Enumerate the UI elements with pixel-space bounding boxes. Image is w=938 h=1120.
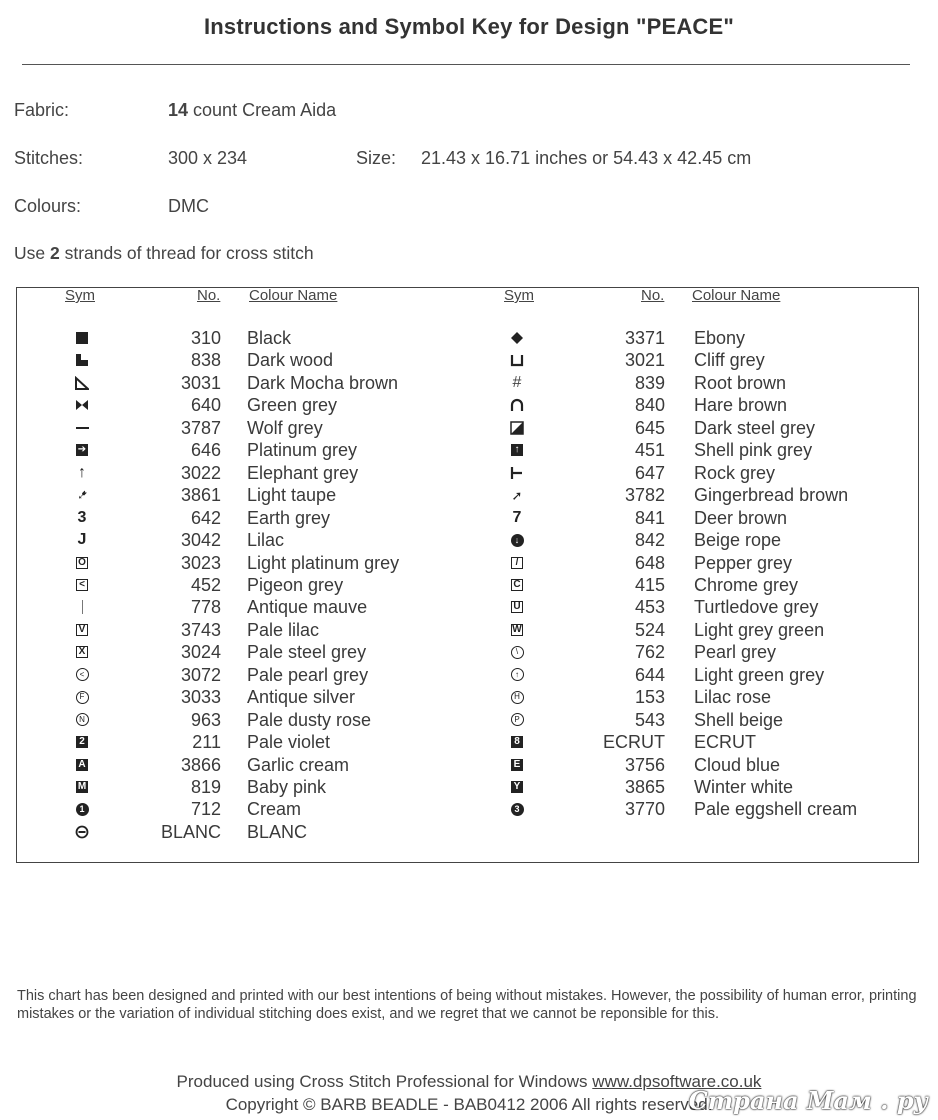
colour-name: Winter white [694,777,794,797]
key-row-right [0,619,938,641]
colour-name: Antique mauve [247,597,368,618]
dmc-number: BLANC [160,821,221,842]
header-name-right: Colour Name [692,287,781,304]
strands-count: 2 [49,243,60,263]
circled-p-icon: P [505,709,529,731]
page-title: Instructions and Symbol Key for Design "PEACE" [203,14,735,39]
half-square-icon [505,417,529,439]
colour-name: BLANC [247,821,308,842]
t-rotated-icon [505,462,529,484]
colours-label: Colours: [14,196,82,216]
dmc-number: 3861 [180,485,221,506]
dmc-number: 3024 [180,642,221,663]
colour-name: Ebony [694,328,746,348]
header-no-left: No. [197,287,221,304]
key-row-right [0,731,938,753]
colour-name: Light grey green [694,619,825,640]
dmc-number: 712 [190,799,221,820]
dmc-number: 3072 [180,664,221,685]
dmc-number: 640 [190,395,221,416]
key-row-right [0,327,938,349]
colour-name: Pepper grey [694,552,793,573]
circled-less-than-icon: < [70,664,94,686]
filled-e-icon: E [505,754,529,776]
circle-arrow-down-icon: ↓ [505,529,529,551]
colour-name: Platinum grey [247,440,358,461]
dmc-number: ECRUT [603,732,665,753]
key-row-right [0,507,938,529]
header-no-right: No. [641,287,665,304]
colour-name: Root brown [694,372,787,393]
digit-3-icon: 3 [77,508,87,526]
dmc-number: 3782 [624,485,665,506]
colour-name: Cliff grey [694,350,765,371]
key-row-right [0,574,938,596]
dmc-number: 415 [634,574,665,595]
colour-name: Pale steel grey [247,642,367,663]
colour-name: Shell pink grey [694,440,813,461]
circled-f-icon: F [70,686,94,708]
circle-minus-icon [70,821,94,843]
stitches-label: Stitches: [14,148,84,168]
software-link[interactable]: www.dpsoftware.co.uk [592,1072,762,1091]
dmc-number: 762 [634,642,665,663]
dmc-number: 3023 [180,552,221,573]
diamond-icon [505,327,529,349]
title-divider [22,64,910,65]
colour-name: Garlic cream [247,754,350,775]
dmc-number: 644 [634,664,665,685]
header-sym-left: Sym [65,287,95,304]
colour-name: Light platinum grey [247,552,400,573]
colour-name: Beige rope [694,530,782,551]
dmc-number: 3033 [180,687,221,708]
arrow-up-square-icon: ↑ [505,439,529,461]
dmc-number: 3022 [180,462,221,483]
colour-name: Pale eggshell cream [694,799,858,820]
key-row-right [0,686,938,708]
dmc-number: 310 [190,328,221,348]
header-name-left: Colour Name [249,287,338,304]
dmc-number: 211 [192,732,221,753]
key-row-right [0,664,938,686]
key-row-right [0,462,938,484]
strands-instruction [14,243,314,264]
key-row-right [0,529,938,551]
dmc-number: 3371 [624,328,665,348]
boxed-c-icon: C [505,574,529,596]
circled-h-icon: H [505,686,529,708]
boxed-w-icon: W [512,623,522,635]
filled-8-icon: 8 [505,731,529,753]
colour-name: Lilac [247,530,285,551]
dmc-number: 840 [634,395,665,416]
watermark-logo: Страна Мам . ру [688,1086,928,1115]
hash-icon: # [512,373,522,391]
circled-n-icon: N [70,709,94,731]
colour-name: Wolf grey [247,417,323,438]
dmc-number: 3021 [624,350,665,371]
key-row-right [0,641,938,663]
dmc-number: 841 [634,507,665,528]
boxed-o-icon: O [70,552,94,574]
key-row-right [0,349,938,371]
dmc-number: 642 [190,507,221,528]
key-row-right [0,596,938,618]
colour-name: Pale pearl grey [247,664,369,685]
dmc-number: 543 [634,709,665,730]
colour-name: Rock grey [694,462,776,483]
fabric-rest: count Cream Aida [188,100,337,120]
colour-name: Cloud blue [694,754,781,775]
dmc-number: 3042 [180,530,221,551]
colour-name: Cream [247,799,302,820]
produced-text: Produced using Cross Stitch Professional for Windows [176,1072,593,1091]
filled-circle-1-icon: 1 [70,798,94,820]
arch-icon [505,394,529,416]
key-row-right [0,709,938,731]
dmc-number: 3770 [624,799,665,820]
filled-y-icon: Y [505,776,529,798]
colour-name: Chrome grey [694,574,799,595]
filled-a-icon: A [70,754,94,776]
key-row-right [0,484,938,506]
dmc-number: 3866 [180,754,221,775]
colour-name: Black [247,328,292,348]
dmc-number: 524 [634,619,665,640]
arrow-down-left-icon: ➹ [76,487,88,503]
key-row-right [0,754,938,776]
key-row-right [0,798,938,820]
key-row-right [0,776,938,798]
colour-name: Turtledove grey [694,597,819,618]
arrow-up-right-icon: ➚ [511,487,523,503]
key-row-left [0,821,938,843]
fabric-value [168,100,336,121]
colour-name: Shell beige [694,709,784,730]
colour-name: Dark wood [247,350,334,371]
dmc-number: 963 [190,709,221,730]
colour-name: Gingerbread brown [694,485,849,506]
dmc-number: 819 [190,777,221,797]
colour-name: Lilac rose [694,687,772,708]
size-value: 21.43 x 16.71 inches or 54.43 x 42.45 cm [421,148,752,168]
key-row-right [0,439,938,461]
dmc-number: 452 [190,574,221,595]
dmc-number: 3743 [180,619,221,640]
size-label: Size: [356,148,397,168]
strands-pre: Use [14,243,50,263]
boxed-less-than-icon: < [70,574,94,596]
dmc-number: 3756 [624,754,665,775]
colour-name: Earth grey [247,507,331,528]
strands-post: strands of thread for cross stitch [59,243,314,263]
arrow-up-icon: ↑ [78,463,86,481]
u-bracket-icon [505,349,529,371]
colour-name: Dark steel grey [694,417,816,438]
dmc-number: 838 [190,350,221,371]
dmc-number: 839 [634,372,665,393]
arrow-right-square-icon: ➔ [77,444,87,456]
colour-name: Light green grey [694,664,825,685]
fabric-count: 14 [168,100,189,120]
colour-name: Elephant grey [247,462,359,483]
colour-name: Deer brown [694,507,788,528]
letter-j-icon: J [77,531,87,549]
dmc-number: 3031 [180,372,221,393]
filled-circle-3-icon: 3 [505,798,529,820]
colour-name: ECRUT [694,732,756,753]
dmc-number: 3865 [624,777,665,797]
dmc-number: 842 [634,530,665,551]
boxed-u-icon: U [505,596,529,618]
colour-name: Pale dusty rose [247,709,372,730]
colour-name: Pale violet [247,732,331,753]
colour-name: Pigeon grey [247,574,344,595]
circled-backslash-icon: \ [505,641,529,663]
disclaimer: This chart has been designed and printed with our best intentions of being without mistakes. However, the possibility of human error, printing mistakes or the variation of individual stitching does exist, and we regret that we cannot be reponsible for this. [17,988,917,1022]
copyright-line: Copyright © BARB BEADLE - BAB0412 2006 All rights reserved. [225,1095,713,1114]
stitches-value: 300 x 234 [168,148,248,168]
digit-7-icon: 7 [512,508,522,526]
colour-name: Dark Mocha brown [247,372,399,393]
colour-name: Antique silver [247,687,356,708]
filled-2-icon: 2 [70,731,94,753]
boxed-slash-icon: / [505,552,529,574]
filled-m-icon: M [77,781,87,792]
fabric-label: Fabric: [14,100,70,120]
dmc-number: 646 [190,440,221,461]
dmc-number: 453 [634,597,665,618]
boxed-x-icon: X [70,641,94,663]
dmc-number: 3787 [180,417,221,438]
circled-arrow-up-icon: ↑ [505,664,529,686]
header-sym-right: Sym [504,287,534,304]
colour-name: Light taupe [247,485,337,506]
colour-name: Hare brown [694,395,788,416]
dmc-number: 153 [634,687,665,708]
colour-name: Pale lilac [247,619,320,640]
key-row-right [0,394,938,416]
key-row-right [0,372,938,394]
dmc-number: 648 [634,552,665,573]
dmc-number: 645 [634,417,665,438]
key-row-right [0,552,938,574]
dmc-number: 451 [634,440,665,461]
dmc-number: 778 [190,597,221,618]
colours-value: DMC [168,196,209,216]
key-row-right [0,417,938,439]
dmc-number: 647 [634,462,665,483]
colour-name: Baby pink [247,777,327,797]
colour-name: Green grey [247,395,338,416]
boxed-v-icon: V [70,619,94,641]
colour-name: Pearl grey [694,642,777,663]
